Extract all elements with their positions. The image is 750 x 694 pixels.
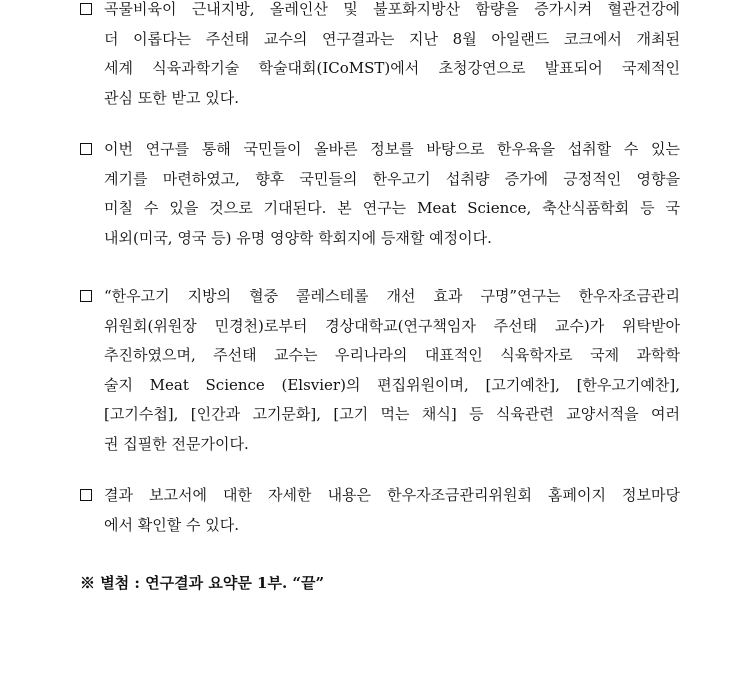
paragraph-line: 더 이롭다는 주선태 교수의 연구결과는 지난 8월 아일랜드 코크에서 개최된 [104, 29, 680, 48]
paragraph-line: 세계 식육과학기술 학술대회(ICoMST)에서 초청강연으로 발표되어 국제적인 [104, 59, 680, 77]
paragraph-line: 미칠 수 있을 것으로 기대된다. 본 연구는 Meat Science, 축산식품학회 등 국 [104, 199, 680, 217]
checkbox-bullet [80, 489, 92, 501]
paragraph-line: 위원회(위원장 민경천)로부터 경상대학교(연구책임자 주선태 교수)가 위탁받아 [104, 316, 680, 335]
paragraph-3 [80, 282, 680, 459]
paragraph-line: “한우고기 지방의 혈중 콜레스테롤 개선 효과 구명”연구는 한우자조금관리 [80, 282, 680, 312]
paragraph-line: 계기를 마련하였고, 향후 국민들의 한우고기 섭취량 증가에 긍정적인 영향을 [104, 169, 680, 188]
checkbox-bullet [80, 3, 92, 15]
paragraph-2 [80, 135, 680, 253]
paragraph-line: [고기수첩], [인간과 고기문화], [고기 먹는 채식] 등 식육관련 교양서적을 여러 [104, 405, 680, 423]
paragraph-line: 이번 연구를 통해 국민들이 올바른 정보를 바탕으로 한우육을 섭취할 수 있는 [80, 135, 680, 165]
paragraph-line: 술지 Meat Science (Elsvier)의 편집위원이며, [고기예찬], [한우고기예찬], [104, 375, 680, 394]
paragraph-line: 내외(미국, 영국 등) 유명 영양학 학회지에 등재할 예정이다. [104, 228, 492, 247]
paragraph-line: 결과 보고서에 대한 자세한 내용은 한우자조금관리위원회 홈페이지 정보마당 [80, 481, 680, 511]
paragraph-line: 권 집필한 전문가이다. [104, 434, 249, 453]
paragraph-line: 에서 확인할 수 있다. [104, 515, 239, 534]
paragraph-1 [80, 0, 680, 113]
paragraph-line: 관심 또한 받고 있다. [104, 88, 239, 107]
attachment-note: ※ 별첨 : 연구결과 요약문 1부. “끝” [80, 574, 325, 592]
checkbox-bullet [80, 143, 92, 155]
paragraph-line: 곡물비육이 근내지방, 올레인산 및 불포화지방산 함량을 증가시켜 혈관건강에 [80, 0, 680, 25]
paragraph-4 [80, 481, 680, 540]
checkbox-bullet [80, 290, 92, 302]
paragraph-line: 추진하였으며, 주선태 교수는 우리나라의 대표적인 식육학자로 국제 과학학 [104, 346, 680, 364]
